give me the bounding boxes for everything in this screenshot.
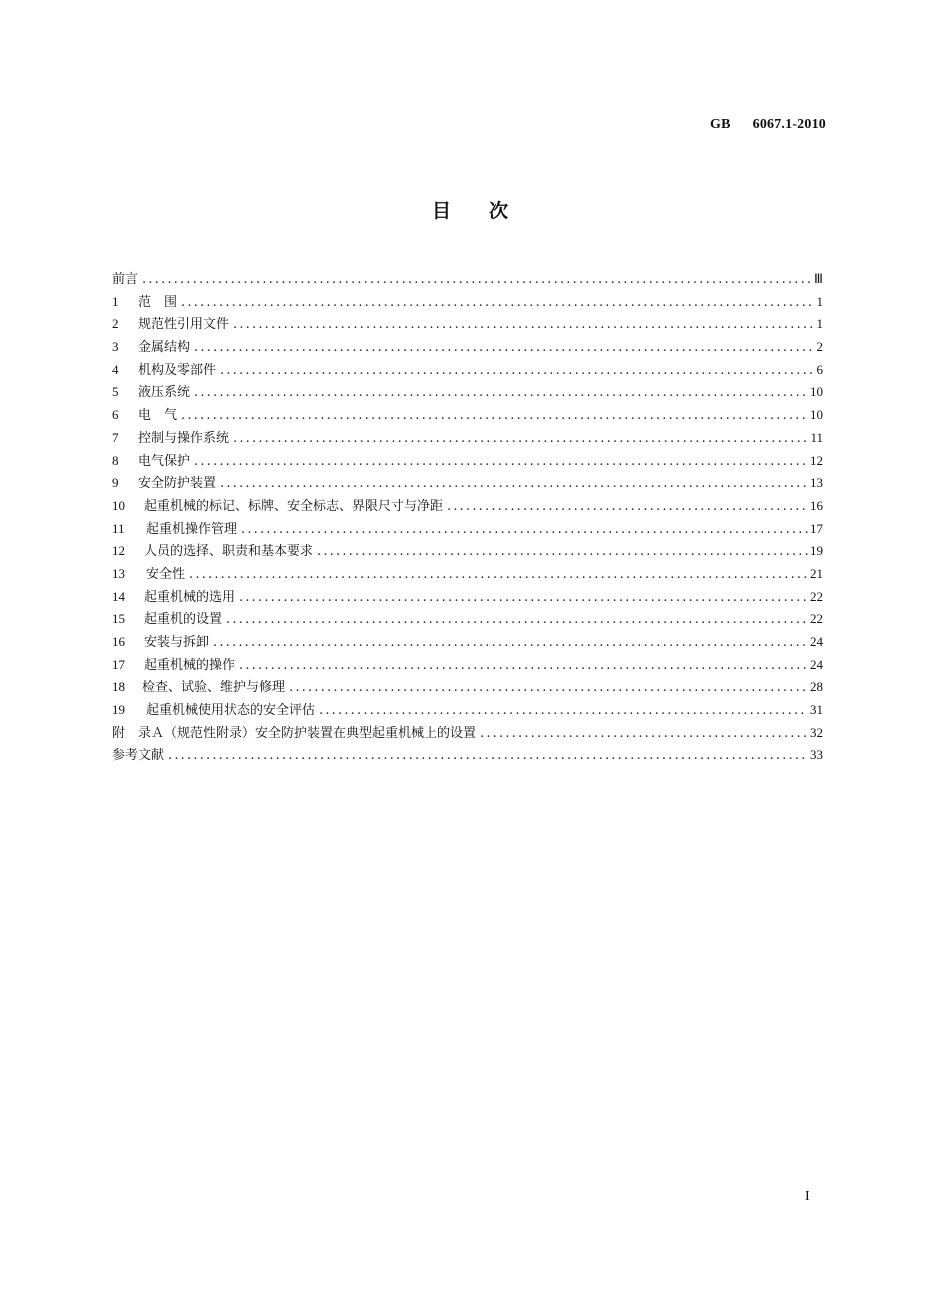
- standard-prefix: GB: [709, 117, 731, 132]
- toc-entry-title: 起重机操作管理: [146, 521, 238, 537]
- toc-entry-number: 19: [112, 702, 125, 718]
- toc-entry[interactable]: [112, 540, 823, 563]
- toc-entry[interactable]: [112, 586, 823, 609]
- toc-entry-page: 17: [810, 520, 823, 536]
- toc-entry-page: 28: [810, 679, 823, 695]
- toc-leader-dots: [190, 451, 808, 474]
- toc-entry-title: 安装与拆卸: [144, 635, 210, 650]
- toc-entry-title: 规范性引用文件: [138, 317, 230, 333]
- toc-entry-number: 2: [112, 316, 119, 332]
- toc-entry[interactable]: [112, 291, 823, 314]
- toc-entry-page: 10: [810, 407, 823, 423]
- toc-entry-number: 8: [112, 452, 119, 468]
- toc-entry[interactable]: [112, 654, 823, 677]
- toc-leader-dots: [229, 428, 808, 451]
- toc-entry-title: 检查、试验、维护与修理: [142, 680, 286, 696]
- toc-entry-number: 4: [112, 361, 119, 377]
- toc-entry-page: 24: [810, 634, 823, 649]
- toc-entry[interactable]: [112, 676, 823, 699]
- toc-entry-title: 人员的选择、职责和基本要求: [144, 544, 314, 560]
- toc-entry[interactable]: [112, 381, 823, 404]
- toc-entry-page: 12: [810, 452, 823, 468]
- toc-entry-number: 11: [112, 520, 125, 536]
- toc-entry-title: 控制与操作系统: [138, 430, 230, 446]
- toc-leader-dots: [177, 405, 808, 428]
- toc-leader-dots: [216, 360, 814, 383]
- toc-entry-title: 起重机械的标记、标牌、安全标志、界限尺寸与净距: [144, 498, 444, 514]
- toc-entry[interactable]: [112, 336, 823, 359]
- toc-entry-number: 16: [112, 634, 125, 649]
- toc-entry-page: 24: [810, 656, 823, 672]
- toc-entry-title: 起重机械的操作: [144, 657, 236, 673]
- toc-leader-dots: [285, 677, 808, 700]
- toc-entry-page: 33: [810, 747, 823, 763]
- toc-entry-title: 范 围: [138, 294, 178, 310]
- toc-entry-title: 液压系统: [138, 385, 191, 401]
- toc-entry-number: 9: [112, 475, 119, 491]
- toc-entry-number: 13: [112, 565, 125, 581]
- toc-entry[interactable]: [112, 450, 823, 473]
- toc-entry[interactable]: [112, 359, 823, 382]
- toc-entry-page: 22: [810, 611, 823, 627]
- toc-entry[interactable]: [112, 427, 823, 450]
- toc-entry-page: 6: [816, 361, 823, 377]
- toc-leader-dots: [315, 700, 808, 723]
- toc-entry[interactable]: [112, 699, 823, 722]
- toc-entry[interactable]: [112, 404, 823, 427]
- toc-leader-dots: [164, 745, 808, 768]
- toc-entry-page: 22: [810, 588, 823, 604]
- toc-leader-dots: [190, 337, 814, 360]
- toc-entry-title: 起重机械使用状态的安全评估: [146, 703, 316, 719]
- toc-entry-page: 1: [816, 293, 823, 309]
- toc-leader-dots: [190, 382, 808, 405]
- toc-entry-number: 1: [112, 293, 119, 309]
- toc-entry-page: 11: [810, 429, 823, 445]
- toc-entry-page: 10: [810, 384, 823, 400]
- table-of-contents: [112, 268, 823, 767]
- toc-entry-number: 10: [112, 497, 125, 513]
- toc-entry[interactable]: [112, 631, 823, 654]
- toc-entry-title: 电 气: [138, 408, 178, 424]
- toc-entry-references[interactable]: [112, 744, 823, 767]
- toc-entry-number: 5: [112, 384, 119, 400]
- toc-leader-dots: [229, 314, 814, 337]
- toc-entry-number: 17: [112, 656, 125, 672]
- toc-entry-title: 起重机械的选用: [144, 589, 236, 605]
- toc-entry[interactable]: [112, 608, 823, 631]
- toc-entry-number: 18: [112, 679, 125, 695]
- toc-entry-number: 3: [112, 339, 119, 355]
- toc-leader-dots: [222, 609, 808, 632]
- toc-leader-dots: [476, 723, 808, 746]
- toc-entry-page: 21: [810, 565, 823, 581]
- toc-entry-page: 2: [816, 339, 823, 355]
- toc-entry[interactable]: [112, 563, 823, 586]
- toc-entry[interactable]: [112, 472, 823, 495]
- toc-leader-dots: [216, 473, 808, 496]
- toc-entry-title: 安全性: [146, 566, 186, 582]
- page-number: I: [805, 1189, 810, 1204]
- page-title: 目 次: [431, 200, 508, 222]
- toc-entry[interactable]: [112, 313, 823, 336]
- toc-entry-title: 前言: [112, 272, 139, 287]
- toc-leader-dots: [237, 519, 808, 542]
- toc-leader-dots: [235, 587, 808, 610]
- toc-entry-page: 1: [816, 316, 823, 332]
- toc-entry-title: 电气保护: [138, 453, 191, 469]
- toc-leader-dots: [235, 655, 808, 678]
- toc-leader-dots: [443, 496, 808, 519]
- standard-code: 6067.1-2010: [752, 117, 826, 132]
- toc-entry-number: 6: [112, 407, 119, 423]
- toc-entry[interactable]: [112, 518, 823, 541]
- toc-entry-number: 7: [112, 429, 119, 445]
- toc-leader-dots: [185, 564, 808, 587]
- toc-entry-page: 19: [810, 543, 823, 559]
- toc-entry-title: 参考文献: [112, 748, 165, 764]
- toc-entry-page: 16: [810, 497, 823, 513]
- toc-entry-appendix-a[interactable]: [112, 722, 823, 745]
- toc-leader-dots: [138, 269, 812, 292]
- toc-entry-number: 15: [112, 611, 125, 627]
- toc-entry-number: 12: [112, 543, 125, 559]
- toc-leader-dots: [177, 292, 814, 315]
- toc-entry-title: 机构及零部件: [138, 362, 217, 378]
- toc-entry-page: Ⅲ: [814, 271, 823, 286]
- toc-entry-page: 13: [810, 475, 823, 491]
- toc-entry-title: 附 录Ａ（规范性附录）安全防护装置在典型起重机械上的设置: [112, 725, 477, 741]
- toc-leader-dots: [313, 541, 808, 564]
- toc-leader-dots: [209, 632, 808, 655]
- toc-entry-preface[interactable]: [112, 268, 823, 291]
- toc-entry-page: 32: [810, 724, 823, 740]
- toc-entry-title: 安全防护装置: [138, 476, 217, 492]
- toc-entry-title: 起重机的设置: [144, 612, 223, 628]
- toc-entry[interactable]: [112, 495, 823, 518]
- standard-number: [710, 117, 826, 133]
- toc-entry-page: 31: [810, 702, 823, 718]
- toc-entry-number: 14: [112, 588, 125, 604]
- toc-entry-title: 金属结构: [138, 340, 191, 356]
